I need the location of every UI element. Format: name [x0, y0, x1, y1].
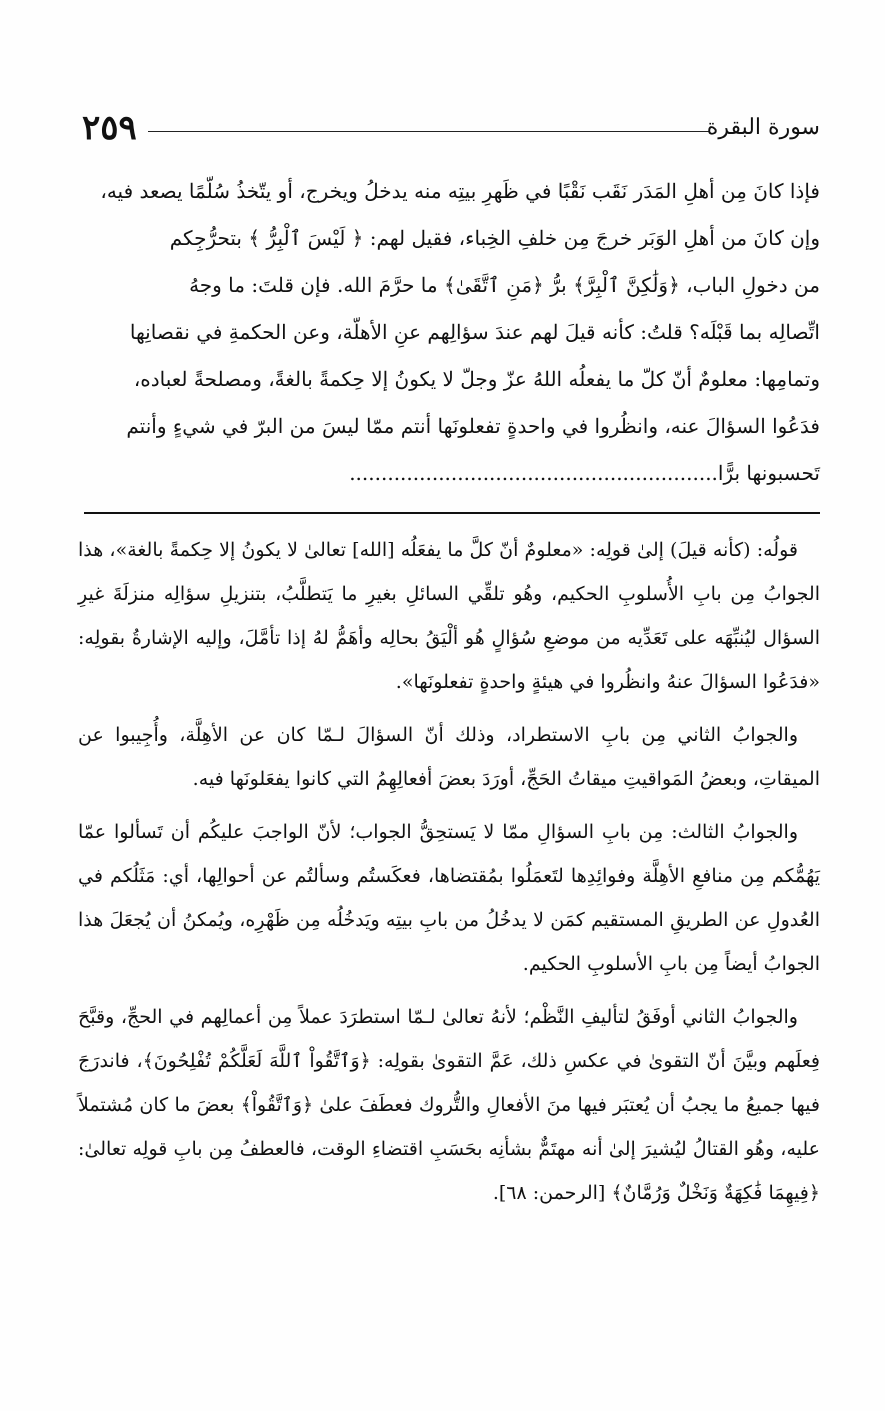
main-commentary-text — [78, 168, 820, 497]
main-text-line: وتمامِها: معلومٌ أنّ كلّ ما يفعلُه اللهُ عزّ وجلّ لا يكونُ إلا حِكمةً بالغةً، ومصلحةً لعباده، — [133, 367, 820, 391]
note-paragraph: والجوابُ الثاني مِن بابِ الاستطراد، وذلك أنّ السؤالَ لـمّا كان عن الأهِلَّة، وأُجِيبوا عن الميقاتِ، وبعضُ المَواقيتِ ميقاتُ الحَجِّ، أورَدَ بعضَ أفعالِهِمُ التي كانوا يفعَلونَها فيه. — [78, 724, 820, 790]
note-paragraph: قولُه: (كأنه قيلَ) إلىٰ قولِه: «معلومٌ أنّ كلَّ ما يفعَلُه [الله] تعالىٰ لا يكونُ إلا حِكمةً بالغة»، هذا الجوابُ مِن بابِ الأُسلوبِ الحكيم، وهُو تلقِّي السائلِ بغيرِ ما يَتطلَّبُ، بتنزيلِ سؤالِه منزلَةَ غيرِ السؤال ليُنبِّهَه على تَعَدِّيه من موضعِ سُؤالٍ هُو ألْيَقُ بحالِه وأهَمُّ لهُ إذا تأمَّلَ، وإليه الإشارةُ بقولِه: «فدَعُوا السؤالَ عنهُ وانظُروا في هيئةٍ واحدةٍ تفعلونَها». — [78, 539, 820, 693]
main-text-line: تَحسبونها برًّا.......................................................... — [349, 461, 820, 485]
footnote-divider — [84, 512, 820, 514]
surah-title: سورة البقرة — [706, 115, 820, 140]
main-text-line: اتِّصالِه بما قَبْلَه؟ قلتُ: كأنه قيلَ لهم عندَ سؤالِهم عنِ الأهلّة، وعن الحكمةِ في نقصانِها — [129, 320, 820, 344]
main-text-line: من دخولِ الباب، ﴿وَلَٰكِنَّ ٱلْبِرَّ﴾ برُّ ﴿مَنِ ٱتَّقَىٰ﴾ ما حرَّمَ الله. فإن قلتَ: ما وجهُ — [189, 273, 820, 297]
gloss-notes — [78, 528, 820, 1224]
header-rule — [148, 131, 710, 132]
note-paragraph: والجوابُ الثالث: مِن بابِ السؤالِ ممّا لا يَستحِقُّ الجواب؛ لأنّ الواجبَ عليكُم أن تَسألوا عمّا يَهُمُّكم مِن منافعِ الأهِلَّة وفوائِدِها لتَعمَلُوا بمُقتضاها، فعكَستُم وسألتُم عن أحوالِها، أي: مَثَلُكم في العُدولِ عن الطريقِ المستقيم كمَن لا يدخُلُ من بابِ بيتِه ويَدخُلُه مِن ظَهْرِه، ويُمكنُ أن يُجعَلَ هذا الجوابُ أيضاً مِن بابِ الأسلوبِ الحكيم. — [78, 821, 820, 975]
main-text-line: فإذا كانَ مِن أهلِ المَدَر نَقَب نَقْبًا في ظَهرِ بيتِه منه يدخلُ ويخرج، أو يتّخذُ سُلّمًا يصعد فيه، — [100, 179, 820, 203]
page-number: ٢٥٩ — [82, 108, 137, 148]
page-header — [78, 108, 820, 152]
note-paragraph: والجوابُ الثاني أوفَقُ لتأليفِ النَّظْم؛ لأنهُ تعالىٰ لـمّا استطرَدَ عملاً مِن أعمالِهم في الحجِّ، وقبَّحَ فِعلَهم وبيَّنَ أنّ التقوىٰ في عكسِ ذلك، عَمَّ التقوىٰ بقولِه: ﴿وَٱتَّقُواْ ٱللَّهَ لَعَلَّكُمْ تُفْلِحُونَ﴾، فاندرَجَ فيها جميعُ ما يجبُ أن يُعتبَر فيها منَ الأفعالِ والتُّروك فعطَفَ علىٰ ﴿وَٱتَّقُواْ﴾ بعضَ ما كان مُشتملاً عليه، وهُو القتالُ ليُشيرَ إلىٰ أنه مهتَمٌّ بشأنِه بحَسَبِ اقتضاءِ الوقت، فالعطفُ مِن بابِ قولِه تعالىٰ: ﴿فِيهِمَا فَٰكِهَةٌ وَنَخْلٌ وَرُمَّانٌ﴾ [الرحمن: ٦٨]. — [78, 1006, 820, 1204]
main-text-line: وإن كانَ من أهلِ الوَبَر خرجَ مِن خلفِ الخِباء، فقيل لهم: ﴿ لَيْسَ ٱلْبِرُّ ﴾ بتحرُّجِكم — [169, 226, 820, 250]
main-text-line: فدَعُوا السؤالَ عنه، وانظُروا في واحدةٍ تفعلونَها أنتم ممّا ليسَ من البرّ في شيءٍ وأنتم — [126, 414, 820, 438]
